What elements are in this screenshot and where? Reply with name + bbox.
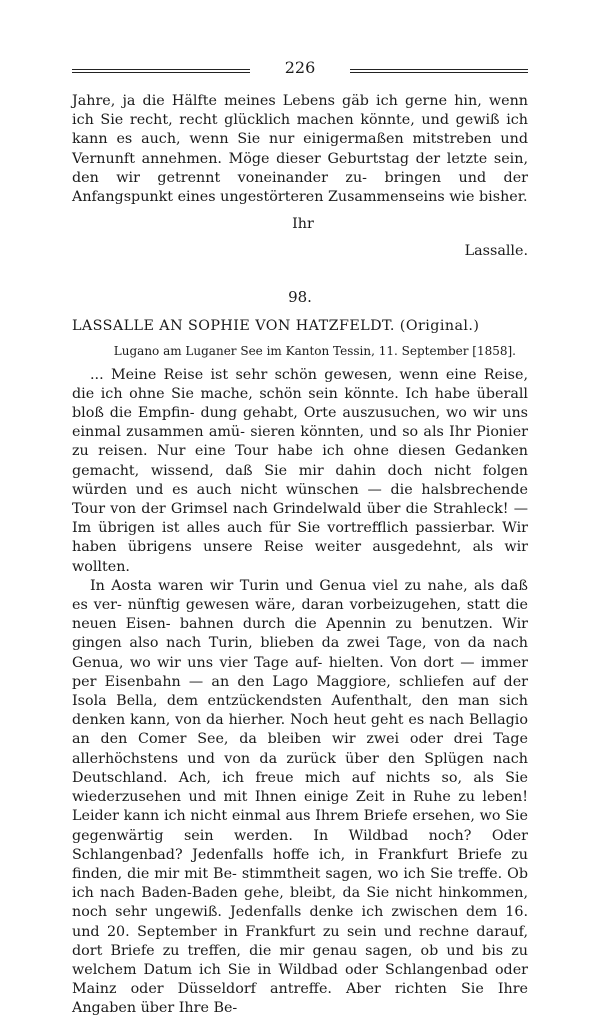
text-line: bringen und der Anfangspunkt eines ungestörteren Zusammenseins wie xyxy=(72,169,529,206)
text-line: stimmtheit sagen, wo ich Sie treffe. Ob ich nach Baden-Baden gehe, xyxy=(72,865,528,902)
text-line: bahnen durch die Apennin zu benutzen. Wir gingen also nach Turin, xyxy=(72,616,528,652)
page-header xyxy=(72,56,528,86)
text-line: nünftig gewesen wäre, daran vorbeizugehen, statt die neuen Eisen- xyxy=(72,597,529,633)
text-line: ich ohne diesen Gedanken gemacht, wissend, daß Sie mir dahin doch xyxy=(72,443,528,479)
text-line: unsere Reise weiter ausgedehnt, als wir wollten. xyxy=(72,539,528,575)
text-line: ... Meine Reise ist sehr schön gewesen, wenn eine Reise, die ich xyxy=(72,366,528,402)
text-line: zu welchem Datum ich Sie in Wildbad oder Schlangenbad oder Mainz xyxy=(72,942,528,998)
opening-paragraph xyxy=(72,92,528,207)
text-line: rechne darauf, dort Briefe zu treffen, die mir genau sagen, ob und bis xyxy=(72,923,529,959)
text-line: Sie gegenwärtig sein werden. In Wildbad noch? Oder Schlangenbad? xyxy=(72,808,529,863)
text-line: recht, recht glücklich machen könnte, und gewiß ich kann es auch, xyxy=(72,112,528,148)
text-line: Jahre, ja die Hälfte meines Lebens gäb ich gerne hin, wenn ich Sie xyxy=(72,93,528,129)
body-paragraph-2 xyxy=(72,577,528,1019)
closing-word: Ihr xyxy=(292,216,314,233)
page-number: 226 xyxy=(284,58,316,77)
text-line: bisher. xyxy=(479,189,528,206)
text-line: Jedenfalls hoffe ich, in Frankfurt Briefe zu finden, die mir mit Be- xyxy=(72,846,529,882)
text-line: übrigen ist alles auch für Sie vortrefflich passierbar. Wir haben übrigens xyxy=(72,520,528,556)
text-line: oder Düsseldorf antreffe. Aber richten Sie Ihre Angaben über Ihre Be- xyxy=(72,981,529,1017)
text-line: sich denken kann, von da hierher. Noch heut geht es nach Bellagio an xyxy=(72,693,528,748)
text-line: In Aosta waren wir Turin und Genua viel zu nahe, als daß es ver- xyxy=(72,577,528,614)
text-line: auf nichts so, als Sie wiederzusehen und mit Ihnen einige Zeit in Ruhe xyxy=(72,769,528,806)
letter-number: 98. xyxy=(288,287,312,306)
text-line: bleibt, da Sie nicht hinkommen, noch sehr ungewiß. Jedenfalls denke xyxy=(72,885,528,921)
text-line: nicht folgen würden und es auch nicht wünschen — die halsbrechende xyxy=(72,462,528,498)
text-line: zu leben! Leider kann ich nicht einmal aus Ihrem Briefe ersehen, wo xyxy=(72,789,528,825)
body-paragraph-1 xyxy=(72,366,528,577)
text-line: schliefen auf der Isola Bella, dem entzückendsten Aufenthalt, den man xyxy=(72,673,529,710)
text-line: wenn Sie nur einigermaßen mitstreben und Vernunft annehmen. Möge xyxy=(72,131,529,167)
text-line: Tour von der Grimsel nach Grindelwald über die Strahleck! — Im xyxy=(72,501,528,537)
letter-dateline: Lugano am Luganer See im Kanton Tessin, 11. September [1858]. xyxy=(113,343,516,358)
letter-signoff xyxy=(72,215,528,261)
text-line: dieser Geburtstag der letzte sein, den wir getrennt voneinander zu- xyxy=(72,150,529,186)
text-line: von da zurück über den Splügen nach Deutschland. Ach, ich freue mich xyxy=(72,750,528,786)
header-rule-right xyxy=(350,69,528,73)
text-line: den Comer See, da bleiben wir zwei oder drei Tage allerhöchstens und xyxy=(72,731,528,767)
text-line: sieren könnten, und so als Ihr Pionier zu reisen. Nur eine Tour habe xyxy=(72,424,528,460)
text-line: hielten. Von dort — immer per Eisenbahn — an den Lago Maggiore, xyxy=(72,654,528,690)
book-page xyxy=(72,56,528,1019)
letter-heading: LASSALLE AN SOPHIE VON HATZFELDT. (Original.) xyxy=(72,317,480,334)
text-line: ich zwischen dem 16. und 20. September in Frankfurt zu sein und xyxy=(72,904,529,940)
text-line: dung gehabt, Orte auszusuchen, wo wir uns einmal zusammen amü- xyxy=(72,405,528,441)
text-line: ohne Sie mache, schön sein könnte. Ich habe überall bloß die Empfin- xyxy=(72,385,529,422)
text-line: blieben da zwei Tage, von da nach Genua, wo wir uns vier Tage auf- xyxy=(72,635,529,671)
signature-name: Lassalle. xyxy=(464,243,528,260)
